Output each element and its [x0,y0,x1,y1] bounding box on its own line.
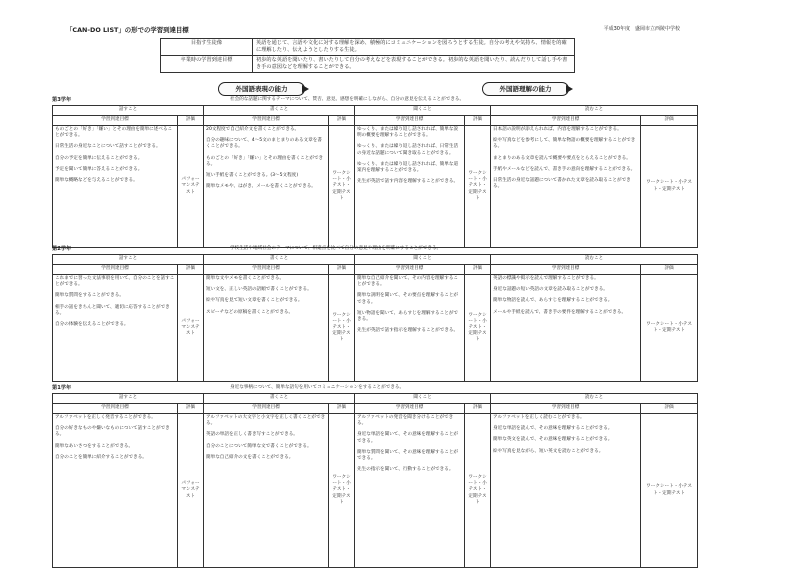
target-cell [53,414,178,568]
eval-cell: パフォーマンステスト [178,126,204,248]
eval-cell: ワークシート・小テスト・定期テスト [329,414,355,568]
grade-table [52,393,698,568]
target-item: 短い手紙を書くことができる。(3〜5文程度) [206,172,299,178]
target-item: ものごとの「好き」「嫌い」とその理由を簡単に述べることができる。 [55,127,173,139]
target-cell [491,275,641,382]
target-cell [204,414,329,568]
target-header: 学習到達目標 [204,265,329,275]
grade-label: 第1学年 [52,385,72,391]
skill-header: 話すこと [53,255,204,265]
target-item: 簡単な物語を読んで、あらすじを理解することができる。 [493,298,613,304]
target-item: 簡単な概略などを与えることができる。 [55,177,138,183]
target-header: 学習到達目標 [491,116,641,126]
eval-header: 評価 [178,116,204,126]
target-cell [53,126,178,248]
target-item: ゆっくり、または繰り返し話されれば、簡単な道案内を理解することができる。 [357,161,459,173]
target-item: 自分のことについて簡単な文で書くことができる。 [206,443,312,449]
school-name: 平成30年度 盛岡市立西陵中学校 [603,26,680,32]
target-item: 先生が英語で話す内容を理解することができる。 [357,179,459,185]
page-title: 「CAN-DO LIST」の形での学習到達目標 [66,26,189,34]
target-item: 自分の趣味について、4〜5文のまとまりのある文章を書くことができる。 [206,138,322,150]
target-item: アルファベットの発音を聞き分けることができる。 [357,415,454,427]
eval-header: 評価 [465,265,491,275]
target-header: 学習到達目標 [53,116,178,126]
target-item: 簡単なメモや、はがき、メールを書くことができる。 [206,184,316,190]
target-item: アルファベットの大文字と小文字を正しく書くことができる。 [206,415,326,427]
eval-cell: ワークシート・小テスト・定期テスト [641,275,698,382]
skill-header: 読むこと [491,106,698,116]
target-item: 簡単な英文を読んで、その意味を理解することができる。 [493,437,613,443]
eval-header: 評価 [465,116,491,126]
target-item: 自分の体験を伝えることができる。 [55,321,129,327]
target-item: 先生が英語で話す指示を理解することができる。 [357,328,459,334]
target-item: 簡単な自己紹介を聞いて、その内容を理解することができる。 [357,276,459,288]
eval-header: 評価 [465,404,491,414]
target-cell [491,414,641,568]
target-item: 身近な単語を聞いて、その意味を理解することができる。 [357,432,459,444]
eval-header: 評価 [329,116,355,126]
eval-header: 評価 [178,265,204,275]
target-item: 絵や写真などを参考にして、簡単な物語の概要を理解することができる。 [493,138,636,150]
eval-header: 評価 [329,265,355,275]
target-item: 簡単な質問を聞いて、その意味を理解することができる。 [357,449,459,461]
target-cell [355,126,465,248]
eval-cell: パフォーマンステスト [178,275,204,382]
target-item: 絵や写真を見ながら、短い英文を読むことができる。 [493,448,604,454]
target-header: 学習到達目標 [355,404,465,414]
grade-lead: 身近な事柄について、簡単な語句を用いてコミュニケーションをすることができる。 [230,385,405,390]
eval-header: 評価 [641,404,698,414]
target-item: 日本語の説明が添えられれば、内容を理解することができる。 [493,127,622,132]
target-item: 短い文を、正しい英語の語順で書くことができる。 [206,287,312,293]
goal-row [161,56,575,73]
goal-row [161,39,575,56]
eval-header: 評価 [329,404,355,414]
skill-header: 聞くこと [355,255,491,265]
eval-cell: ワークシート・小テスト・定期テスト [329,126,355,248]
eval-cell: ワークシート・小テスト・定期テスト [641,126,698,248]
target-cell [204,275,329,382]
goals-table [160,38,575,73]
goal-label: 目指す生徒像 [161,39,253,56]
skill-header: 書くこと [204,394,355,404]
target-item: 先生の指示を聞いて、行動することができる。 [357,467,454,473]
target-item: 簡単な文やメモを書くことができる。 [206,276,285,281]
target-item: 英語の単語を正しく書き写すことができる。 [206,432,298,438]
grade-table [52,254,698,382]
target-header: 学習到達目標 [491,265,641,275]
target-item: まとまりのある文章を読んで概要や要点をとらえることができる。 [493,155,631,161]
skill-header: 話すこと [53,106,204,116]
grade-label: 第3学年 [52,97,72,103]
skill-header: 書くこと [204,106,355,116]
target-header: 学習到達目標 [491,404,641,414]
skill-header: 読むこと [491,255,698,265]
target-item: 簡単な自己紹介の文を書くことができる。 [206,454,294,460]
grade-lead: 社会的な話題に関するテーマについて、賛否、意見、感想を明確にしながら、自分の意見を伝えることができる。 [230,97,465,102]
eval-cell: パフォーマンステスト [178,414,204,568]
target-item: 英語の標識や掲示を読んで理解することができる。 [493,276,599,281]
target-item: ものごとの「好き」「嫌い」とその理由を書くことができる。 [206,155,324,167]
eval-cell: ワークシート・小テスト・定期テスト [465,414,491,568]
eval-header: 評価 [178,404,204,414]
target-item: ゆっくり、または繰り返し話されれば、簡単な説明の概要を理解することができる。 [357,127,459,139]
target-item: メールや手紙を読んで、書き手の要件を理解することができる。 [493,309,627,315]
target-header: 学習到達目標 [53,265,178,275]
skill-header: 聞くこと [355,394,491,404]
target-cell [355,414,465,568]
target-item: 簡単なあいさつをすることができる。 [55,443,134,449]
target-item: スピーチなどの原稿を書くことができる。 [206,309,294,315]
target-item: 自分の好きなものや嫌いなものについて話すことができる。 [55,426,170,438]
goal-text: 初歩的な英語を聞いたり、書いたりして自分の考えなどを表現することができる。初歩的な英語を聞いたり、読んだりして話し手や書き手の意図などを理解することができる。 [253,56,575,73]
goal-text: 英語を通じて、言語や文化に対する理解を深め、積極的にコミュニケーションを図ろうとする生徒。自分の考えや気持ち、情報を的確に理解したり、伝えようとしたりする生徒。 [253,39,575,56]
eval-header: 評価 [641,265,698,275]
comprehension-arrow: 外国語理解の能力 [482,82,569,96]
target-item: 短い物語を聞いて、あらすじを理解することができる。 [357,310,459,322]
target-header: 学習到達目標 [204,404,329,414]
target-item: 自分のことを簡単に紹介することができる。 [55,454,147,460]
eval-cell: ワークシート・小テスト・定期テスト [329,275,355,382]
skill-header: 話すこと [53,394,204,404]
grade-label: 第2学年 [52,246,72,252]
target-header: 学習到達目標 [204,116,329,126]
skill-header: 聞くこと [355,106,491,116]
target-item: 簡単な説明を聞いて、その要点を理解することができる。 [357,293,459,305]
target-item: 相手の話をきちんと聞いて、適切に応答することができる。 [55,304,170,316]
target-item: 20文程度で自己紹介文を書くことができる。 [206,127,300,132]
target-header: 学習到達目標 [355,265,465,275]
target-item: アルファベットを正しく読むことができる。 [493,415,585,420]
target-cell [355,275,465,382]
eval-cell: ワークシート・小テスト・定期テスト [465,126,491,248]
target-item: アルファベットを正しく発音することができる。 [55,415,156,420]
grade-lead: 学校生活や地域社会のテーマについて、相違点を比べて自分の意見や理由を明確にすることができる。 [230,246,442,251]
target-item: 身近な話題の短い英語の文章を読み取ることができる。 [493,287,608,293]
eval-cell: ワークシート・小テスト・定期テスト [465,275,491,382]
target-cell [491,126,641,248]
target-item: ゆっくり、または繰り返し話されれば、日常生活の身近な話題について聞き取ることができる。 [357,144,459,156]
skill-header: 読むこと [491,394,698,404]
target-header: 学習到達目標 [355,116,465,126]
target-item: これまでに習った文法事項を用いて、自分のことを話すことができる。 [55,276,175,288]
target-header: 学習到達目標 [53,404,178,414]
skill-header: 書くこと [204,255,355,265]
target-item: 身近な単語を読んで、その意味を理解することができる。 [493,426,613,432]
target-cell [53,275,178,382]
target-item: 予定を聞いて簡単に答えることができる。 [55,166,143,172]
target-item: 日常生活の身近なことについて話すことができる。 [55,144,161,150]
eval-header: 評価 [641,116,698,126]
target-item: 自分の予定を簡単に伝えることができる。 [55,155,143,161]
target-item: 簡単な質問をすることができる。 [55,293,124,299]
target-item: 絵や写真を見て短い文章を書くことができる。 [206,298,303,304]
target-item: 日常生活の身近な話題について書かれた文章を読み取ることができる。 [493,177,631,190]
grade-table [52,105,698,248]
goal-label: 卒業時の学習到達目標 [161,56,253,73]
target-item: 手紙やメールなどを読んで、書き手の意向を理解することができる。 [493,166,636,172]
eval-cell: ワークシート・小テスト・定期テスト [641,414,698,568]
target-cell [204,126,329,248]
expression-arrow: 外国語表現の能力 [218,82,305,96]
